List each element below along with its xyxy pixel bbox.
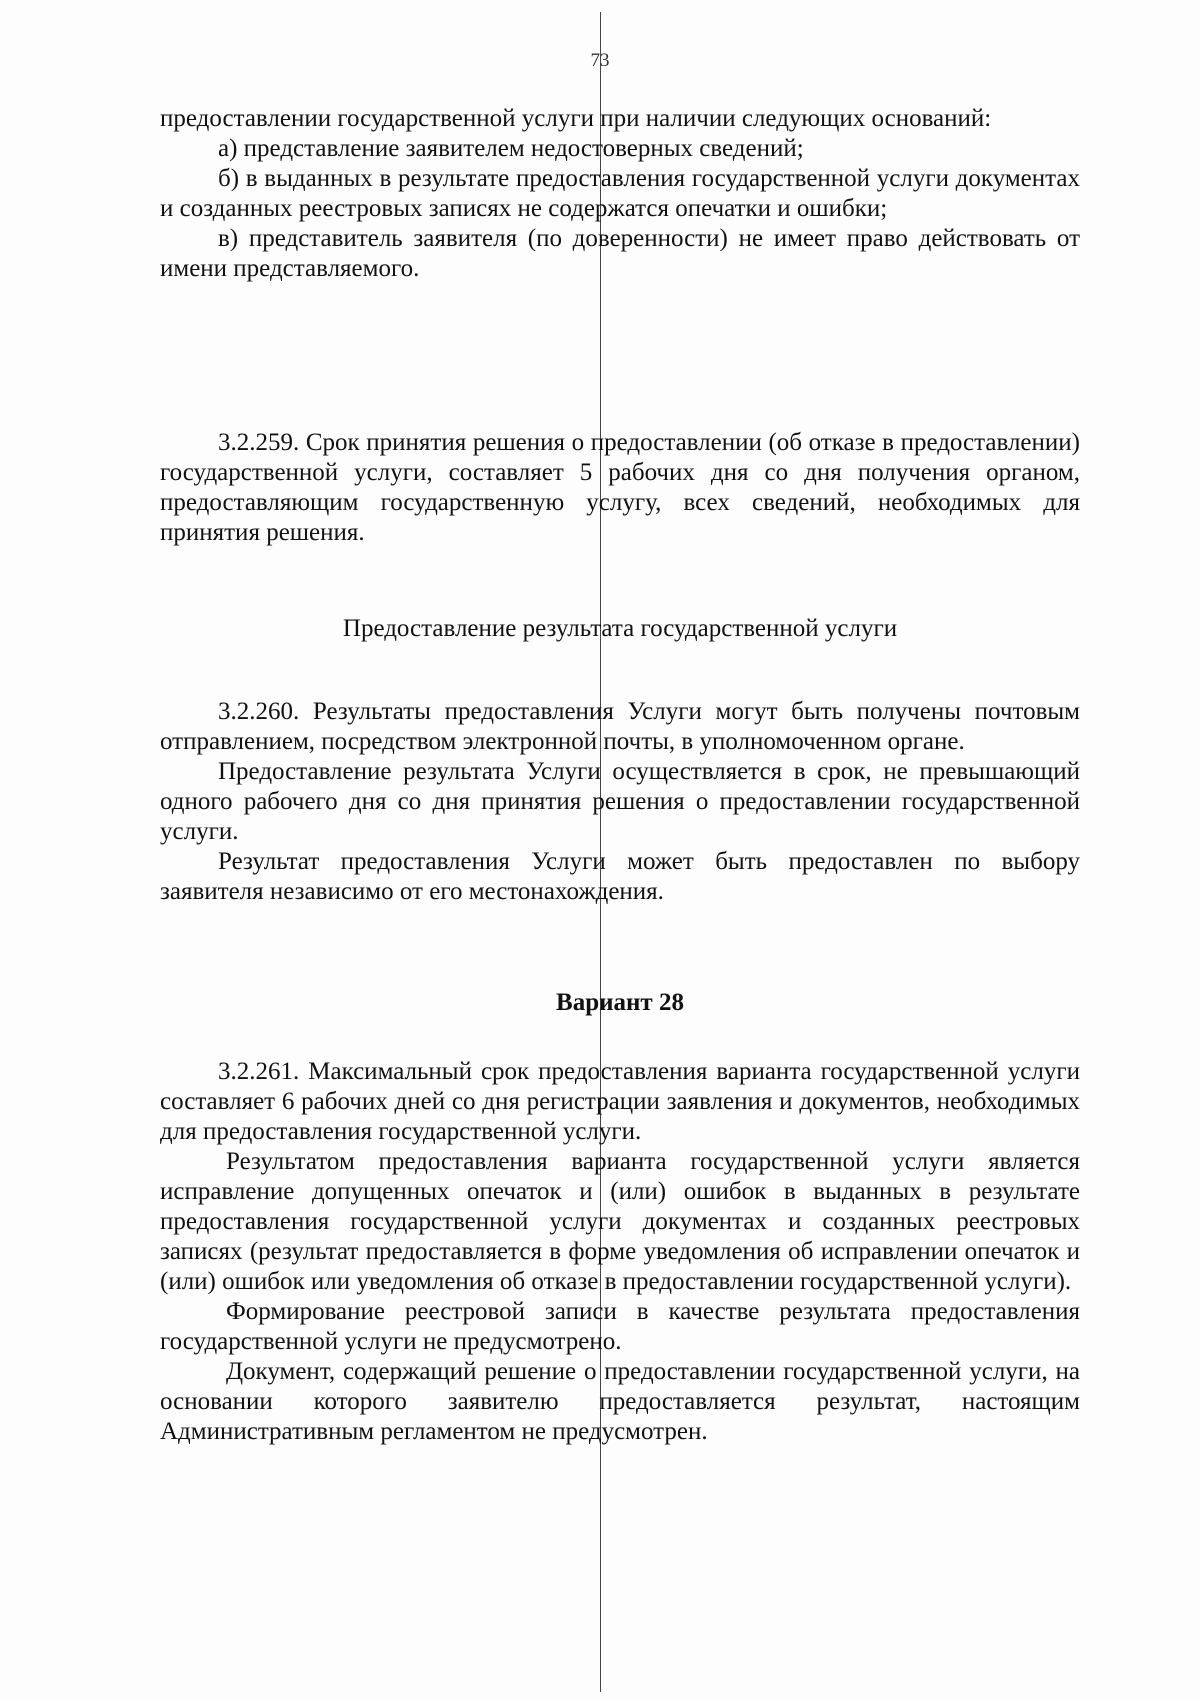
section-3-2-261 — [160, 1057, 1080, 1447]
paragraph-ground-a: а) представление заявителем недостоверных сведений; — [218, 135, 804, 162]
paragraph-3-2-260: 3.2.260. Результаты предоставления Услуги могут быть получены почтовым отправлением, посредством электронной почты, в уполномоченном органе. — [160, 698, 1080, 755]
section-heading-result: Предоставление результата государственной услуги — [342, 615, 898, 642]
paragraph-ground-c: в) представитель заявителя (по доверенности) не имеет право действовать от имени представляемого. — [160, 225, 1080, 282]
section-heading-variant-28: Вариант 28 — [556, 989, 684, 1016]
paragraph-variant-result: Результатом предоставления варианта государственной услуги является исправление допущенных опечаток и (или) ошибок в выданных в результате предоставления государственной услуги документах и созданных реестровых записях (результат предоставляется в форме уведомления об исправлении опечаток и (или) ошибок или уведомления об отказе в предоставлении государственной услуги). — [160, 1148, 1080, 1295]
section-3-2-260 — [160, 697, 1080, 907]
paragraph-registry-record: Формирование реестровой записи в качестве результата предоставления государственной услуги не предусмотрено. — [160, 1298, 1080, 1355]
page-number: 73 — [590, 50, 610, 71]
paragraph-decision-document: Документ, содержащий решение о предоставлении государственной услуги, на основании которого заявителю предоставляется результат, настоящим Административным регламентом не предусмотрен. — [160, 1358, 1080, 1445]
paragraph-result-choice: Результат предоставления Услуги может быть предоставлен по выбору заявителя независимо от его местонахождения. — [160, 848, 1080, 905]
paragraph-3-2-261: 3.2.261. Максимальный срок предоставления варианта государственной услуги составляет 6 рабочих дней со дня регистрации заявления и документов, необходимых для предоставления государственной услуги. — [160, 1058, 1080, 1145]
paragraph-grounds-intro: предоставлении государственной услуги при наличии следующих оснований: — [160, 105, 992, 132]
paragraph-3-2-259: 3.2.259. Срок принятия решения о предоставлении (об отказе в предоставлении) государственной услуги, составляет 5 рабочих дня со дня получения органом, предоставляющим государственную услугу, всех сведений, необходимых для принятия решения. — [160, 429, 1080, 546]
paragraph-ground-b: б) в выданных в результате предоставления государственной услуги документах и созданных реестровых записях не содержатся опечатки и ошибки; — [160, 165, 1080, 222]
paragraph-result-term: Предоставление результата Услуги осуществляется в срок, не превышающий одного рабочего дня со дня принятия решения о предоставлении государственной услуги. — [160, 758, 1080, 845]
section-3-2-259 — [160, 428, 1080, 548]
grounds-list-block — [160, 104, 1080, 284]
